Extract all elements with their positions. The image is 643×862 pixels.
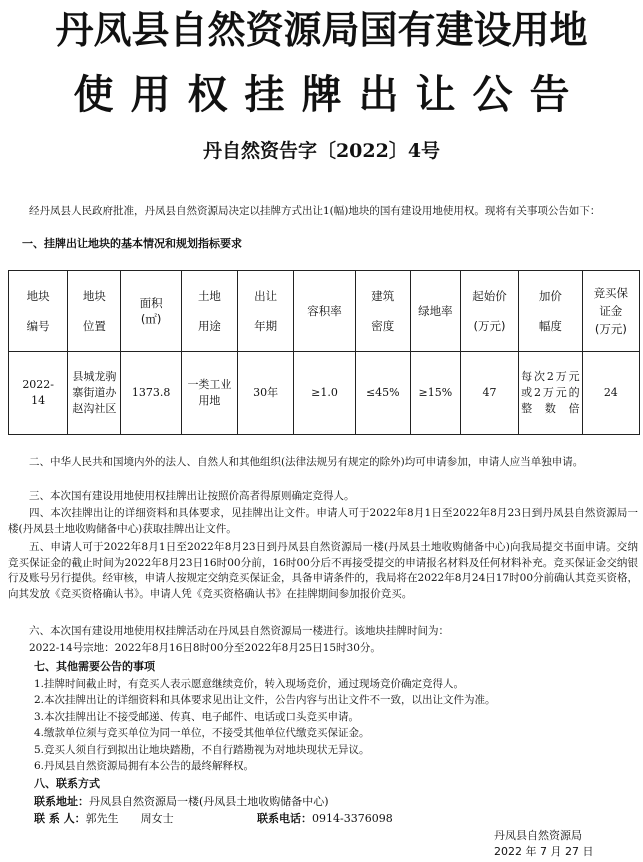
cell-area: 1373.8 (121, 352, 181, 435)
section-8-title: 八、联系方式 (34, 777, 100, 790)
cell-green: ≥15% (410, 352, 460, 435)
header-term: 出让 年期 (238, 271, 294, 352)
cell-far: ≥1.0 (294, 352, 355, 435)
cell-use: 一类工业用地 (181, 352, 237, 435)
list-item: 6.丹凤县自然资源局拥有本公告的最终解释权。 (34, 760, 255, 773)
title-line-1: 丹凤县自然资源局国有建设用地 (55, 8, 588, 52)
header-start-price: 起始价 (万元) (460, 271, 518, 352)
header-location: 地块 位置 (68, 271, 121, 352)
list-item: 2.本次挂牌出让的详细资料和具体要求见出让文件，公告内容与出让文件不一致，以出让文件为准。 (34, 694, 496, 707)
section-1-title: 一、挂牌出让地块的基本情况和规划指标要求 (22, 237, 242, 250)
title-line-2: 使用权挂牌出让公告 (73, 72, 587, 118)
contact-phone (257, 811, 393, 826)
person-value: 郭先生 周女士 (85, 812, 174, 825)
section-7-list (34, 676, 634, 774)
header-plot-no: 地块 编号 (9, 271, 68, 352)
header-deposit: 竞买保 证金 (万元) (582, 271, 639, 352)
header-use: 土地 用途 (181, 271, 237, 352)
cell-term: 30年 (238, 352, 294, 435)
section-2: 二、中华人民共和国境内外的法人、自然人和其他组织(法律法规另有规定的除外)均可申请参加，申请人应当单独申请。 (29, 456, 584, 468)
contact-address (34, 794, 329, 809)
table-header-row (9, 271, 640, 352)
person-label: 联 系 人： (34, 812, 86, 825)
section-7-title: 七、其他需要公告的事项 (34, 660, 155, 673)
header-green: 绿地率 (410, 271, 460, 352)
signature-org: 丹凤县自然资源局 (494, 829, 582, 842)
phone-label: 联系电话： (257, 812, 312, 825)
cell-increment: 每次2万元或2万元的整数倍 (519, 352, 583, 435)
list-item: 3.本次挂牌出让不接受邮递、传真、电子邮件、电话或口头竞买申请。 (34, 710, 360, 723)
list-item: 1.挂牌时间截止时，有竞买人表示愿意继续竞价，转入现场竞价，通过现场竞价确定竞得人。 (34, 678, 465, 690)
phone-value: 0914-3376098 (312, 812, 393, 825)
list-item: 4.缴款单位须与竞买单位为同一单位，不接受其他单位代缴竞买保证金。 (34, 727, 370, 740)
plot-info-table (8, 270, 640, 435)
cell-density: ≤45% (355, 352, 410, 435)
header-area: 面积 (㎡) (121, 271, 181, 352)
signature-date: 2022 年 7 月 27 日 (494, 845, 594, 858)
section-3: 三、本次国有建设用地使用权挂牌出让按照价高者得原则确定竞得人。 (29, 490, 355, 502)
cell-start-price: 47 (460, 352, 518, 435)
section-4: 四、本次挂牌出让的详细资料和具体要求，见挂牌出让文件。申请人可于2022年8月1日至2022年8月23日到丹凤县自然资源局一楼(丹凤县土地收购储备中心)获取挂牌出让文件。 (8, 507, 638, 535)
address-value: 丹凤县自然资源局一楼(丹凤县土地收购储备中心) (89, 795, 329, 808)
intro-paragraph: 经丹凤县人民政府批准，丹凤县自然资源局决定以挂牌方式出让1(幅)地块的国有建设用地使用权。现将有关事项公告如下： (29, 205, 601, 217)
section-6: 六、本次国有建设用地使用权挂牌活动在丹凤县自然资源局一楼进行。该地块挂牌时间为： (29, 625, 449, 637)
contact-person (34, 811, 174, 826)
cell-deposit: 24 (582, 352, 639, 435)
table-row (9, 352, 640, 435)
header-far: 容积率 (294, 271, 355, 352)
list-item: 5.竞买人须自行到拟出让地块踏勘，不自行踏勘视为对地块现状无异议。 (34, 743, 370, 756)
document-number: 丹自然资告字〔2022〕4号 (202, 140, 441, 162)
cell-plot-no: 2022- 14 (9, 352, 68, 435)
section-5: 五、申请人可于2022年8月1日至2022年8月23日到丹凤县自然资源局一楼(丹凤县土地收购储备中心)向我局提交书面申请。交纳竞买保证金的截止时间为2022年8月23日16时00分前，16时00分后不再接受提交的申请报名材料及任何材料补充。竞买保证金交纳银行及账号另行提供。经审核，申请人按规定交纳竞买保证金，具备申请条件的，我局将在2022年8月24日17时00分前确认其竞买资格，向其发放《竞买资格确认书》。申请人凭《竞买资格确认书》在挂牌期间参加报价竞买。 (8, 541, 638, 600)
header-density: 建筑 密度 (355, 271, 410, 352)
cell-location: 县城龙驹寨街道办赵沟社区 (68, 352, 121, 435)
section-6-detail: 2022-14号宗地：2022年8月16日8时00分至2022年8月25日15时30分。 (29, 642, 381, 654)
header-increment: 加价 幅度 (519, 271, 583, 352)
address-label: 联系地址： (34, 795, 89, 808)
